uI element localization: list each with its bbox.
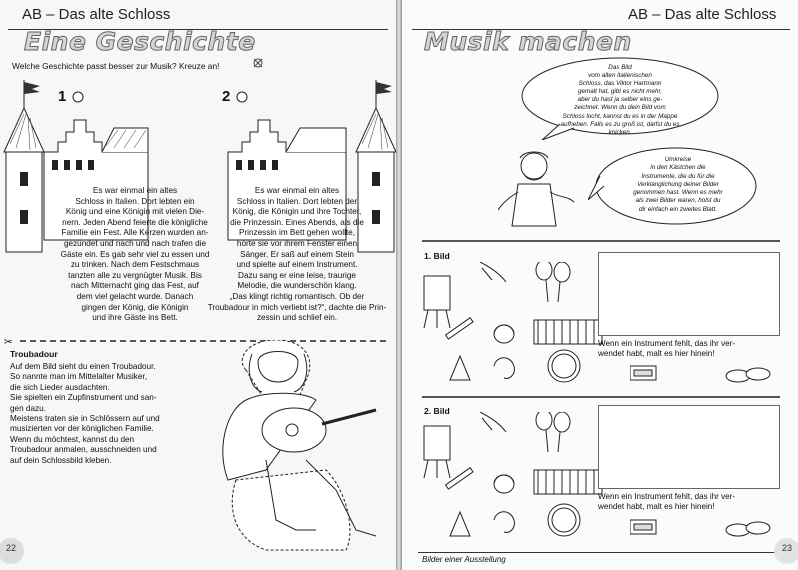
draw-box-1[interactable] [598,252,780,336]
troubadour-text: Auf dem Bild sieht du einen Troubadour. So nannte man im Mittelalter Musiker, die sich Lieder ausdachten. Sie spielten ein Zupfinstrument und san- gen dazu. Meistens traten sie in Schlössern auf und musizierten vor der königlichen Familie. Wenn du möchtest, kannst du den Troubadour anmalen, ausschneiden und auf dein Schlossbild kleben. [10,362,160,465]
instruction-text: Welche Geschichte passt besser zur Musik? Kreuze an! [12,61,220,71]
hartmann-character [498,148,578,232]
svg-text:✂: ✂ [4,337,13,346]
story-1-text: Es war einmal ein altes Schloss in Italien. Dort lebten ein König und eine Königin mit vielen Die- nern. Jeden Abend feierte die königliche Familie ein Fest. Alle Kerzen wurden an- gezündet und nach und nach trafen die Gäste ein. Es gab sehr viel zu essen und zu trinken. Nach dem Festschmaus tanzten alle zu vergnügter Musik. Bis nach Mitternacht ging das Fest, auf dem viel gelacht wurde. Danach gingen der König, die Königin und ihre Gäste ins Bett. [60,186,210,323]
divider-middle [422,396,780,398]
divider-top [422,240,780,242]
right-page [402,0,798,570]
bild-1-label: 1. Bild [424,251,450,261]
right-page-number: 23 [774,538,798,564]
instrument-row-1-extra [630,360,780,386]
missing-instrument-text-2: Wenn ein Instrument fehlt, das ihr ver- wendet habt, malt es hier hinein! [598,492,736,511]
option-2-number: 2 [222,88,231,105]
missing-instrument-text-1: Wenn ein Instrument fehlt, das ihr ver- wendet habt, malt es hier hinein! [598,339,736,358]
footer-text: Bilder einer Ausstellung [422,555,506,564]
option-1-checkbox[interactable] [72,91,84,103]
left-page-number: 22 [0,538,24,564]
instrument-row-2-extra [630,514,780,540]
troubadour-heading: Troubadour [10,349,58,359]
cross-mark-icon [252,57,264,69]
speech-bubble-1-text: Das Bild vom alten italienischen Schloss, das Viktor Hartmann gemalt hat, gibt es nicht mehr, aber du hast ja selber eins ge- zeichnet. Wenn du dein Bild vom Schloss locht, kannst du es in der Mappe aufheben. Falls es zu groß ist, darfst du es knicken. [560,64,680,136]
story-2-text: Es war einmal ein altes Schloss in Italien. Dort lebten der König, die Königin und ihre Tochter, die Prinzessin. Eines Abends, als die Prinzessin im Bett gehen wollte, hörte sie vor ihrem Fenster einen Sänger. Er saß auf einem Stein und spielte auf einem Instrument. Dazu sang er eine leise, traurige Melodie, die wunderschön klang. „Das klingt richtig romantisch. Ob der Troubadour in mich verliebt ist?“, dachte die Prin- zessin und schlief ein. [207,186,387,323]
left-title: Eine Geschichte [24,27,256,56]
left-header: AB – Das alte Schloss [22,6,171,23]
option-2-checkbox[interactable] [236,91,248,103]
left-page [0,0,396,570]
speech-bubble-2-text: Umkreise in den Kästchen die Instrumente, die du für die Verklanglichung deiner Bilder genommen hast. Wenn es mehr als zwei Bilder waren, holst du dir einfach ein zweites Blatt. [633,156,723,213]
draw-box-2[interactable] [598,405,780,489]
right-header: AB – Das alte Schloss [628,6,777,23]
footer-rule [418,552,780,553]
troubadour-illustration [206,340,386,555]
bild-2-label: 2. Bild [424,406,450,416]
right-title: Musik machen [424,27,632,56]
option-1-number: 1 [58,88,67,105]
